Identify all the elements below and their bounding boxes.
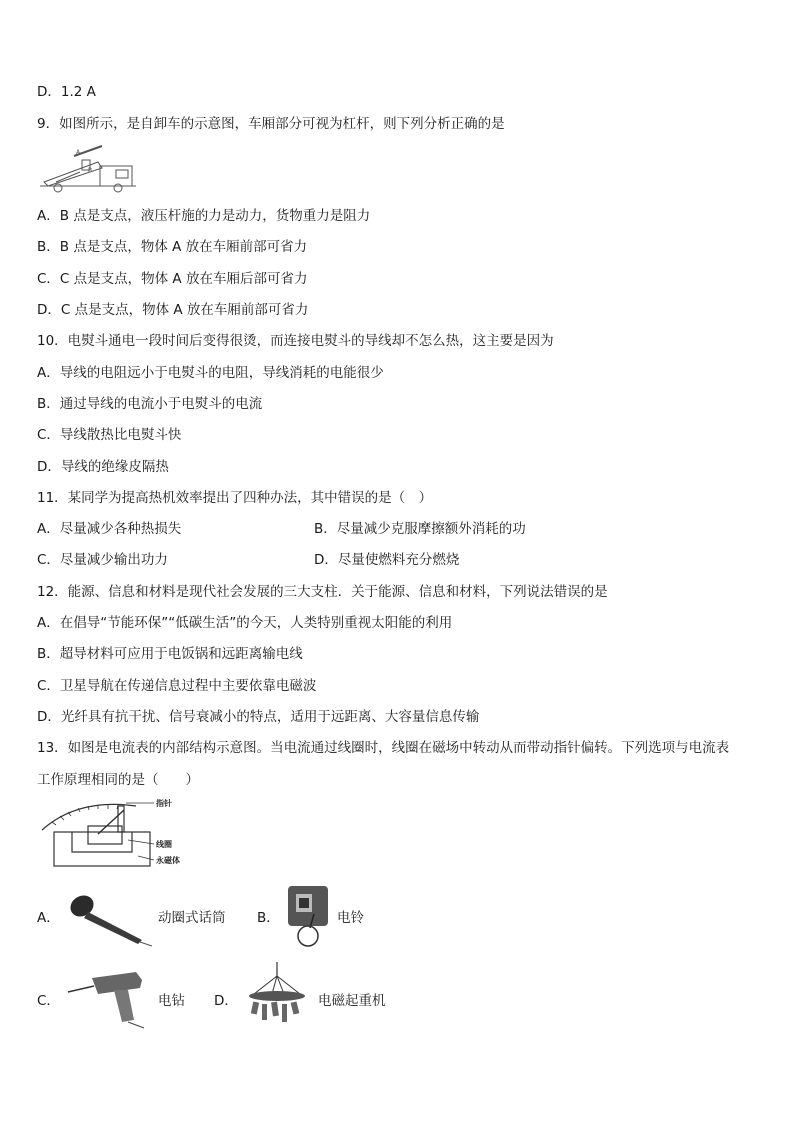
q11-option-d: D．尽量使燃料充分燃烧 xyxy=(314,552,460,568)
q12-option-a: A．在倡导“节能环保”“低碳生活”的今天，人类特别重视太阳能的利用 xyxy=(37,615,453,631)
q9-stem: 9．如图所示，是自卸车的示意图，车厢部分可视为杠杆，则下列分析正确的是 xyxy=(37,116,505,132)
q13-coil-frame xyxy=(88,826,122,844)
q13-pointer-needle xyxy=(98,810,124,834)
q8-option-d: D．1.2 A xyxy=(37,84,96,100)
q13-stem-line1: 13．如图是电流表的内部结构示意图。当电流通过线圈时，线圈在磁场中转动从而带动指针偏转。下列选项与电流表 xyxy=(37,740,730,756)
q11-stem: 11．某同学为提高热机效率提出了四种办法，其中错误的是（ ） xyxy=(37,490,433,506)
q9-front-wheel xyxy=(114,184,122,192)
q13-label-line-magnet xyxy=(138,856,154,860)
q10-option-c: C．导线散热比电熨斗快 xyxy=(37,427,182,443)
q13-option-b-letter: B． xyxy=(257,910,280,926)
q13-label-pointer: 指针 xyxy=(156,799,172,808)
q12-option-b: B．超导材料可应用于电饭锅和远距离输电线 xyxy=(37,646,303,662)
q13-ammeter-structure-figure xyxy=(38,796,188,878)
q9-figure-label-b: B xyxy=(88,167,93,174)
q13-label-coil: 线圈 xyxy=(156,840,172,849)
q9-dump-truck-figure xyxy=(38,142,138,194)
q9-truck-bed xyxy=(44,162,102,186)
q12-stem: 12．能源、信息和材料是现代社会发展的三大支柱．关于能源、信息和材料，下列说法错误的是 xyxy=(37,584,608,600)
q10-stem: 10．电熨斗通电一段时间后变得很烫，而连接电熨斗的导线却不怎么热，这主要是因为 xyxy=(37,333,554,349)
q9-option-b: B．B 点是支点，物体 A 放在车厢前部可省力 xyxy=(37,239,308,255)
q13-magnet-body xyxy=(54,832,150,866)
electric-drill-icon xyxy=(64,962,150,1030)
q13-magnet-gap xyxy=(72,832,132,852)
q13-label-magnet: 永磁体 xyxy=(156,856,180,865)
q10-option-b: B．通过导线的电流小于电熨斗的电流 xyxy=(37,396,263,412)
q9-option-c: C．C 点是支点，物体 A 放在车厢后部可省力 xyxy=(37,271,308,287)
q9-option-a: A．B 点是支点，液压杆施的力是动力，货物重力是阻力 xyxy=(37,208,371,224)
q9-figure-label-a: A xyxy=(76,149,81,156)
q12-option-d: D．光纤具有抗干扰、信号衰减小的特点，适用于远距离、大容量信息传输 xyxy=(37,709,480,725)
q9-cab-window xyxy=(116,170,128,178)
q9-rear-wheel xyxy=(54,184,62,192)
q11-option-a: A．尽量减少各种热损失 xyxy=(37,521,182,537)
q10-option-a: A．导线的电阻远小于电熨斗的电阻，导线消耗的电能很少 xyxy=(37,365,384,381)
q13-stem-line2: 工作原理相同的是（ ） xyxy=(37,772,199,788)
q13-option-a-letter: A． xyxy=(37,910,60,926)
q13-option-a-text: 动圈式话筒 xyxy=(158,910,226,926)
electromagnetic-crane-icon xyxy=(244,962,310,1034)
q12-option-c: C．卫星导航在传递信息过程中主要依靠电磁波 xyxy=(37,678,317,694)
q11-option-b: B．尽量减少克服摩擦额外消耗的功 xyxy=(314,521,526,537)
microphone-icon xyxy=(64,890,154,948)
q13-option-d-text: 电磁起重机 xyxy=(318,993,386,1009)
q13-option-c-text: 电钻 xyxy=(158,993,185,1009)
electric-bell-icon xyxy=(284,884,332,948)
q11-option-c: C．尽量减少输出功力 xyxy=(37,552,168,568)
q9-option-d: D．C 点是支点，物体 A 放在车厢前部可省力 xyxy=(37,302,309,318)
q13-option-d-letter: D． xyxy=(214,993,238,1009)
q13-option-c-letter: C． xyxy=(37,993,60,1009)
q13-option-b-text: 电铃 xyxy=(337,910,364,926)
q10-option-d: D．导线的绝缘皮隔热 xyxy=(37,459,169,475)
